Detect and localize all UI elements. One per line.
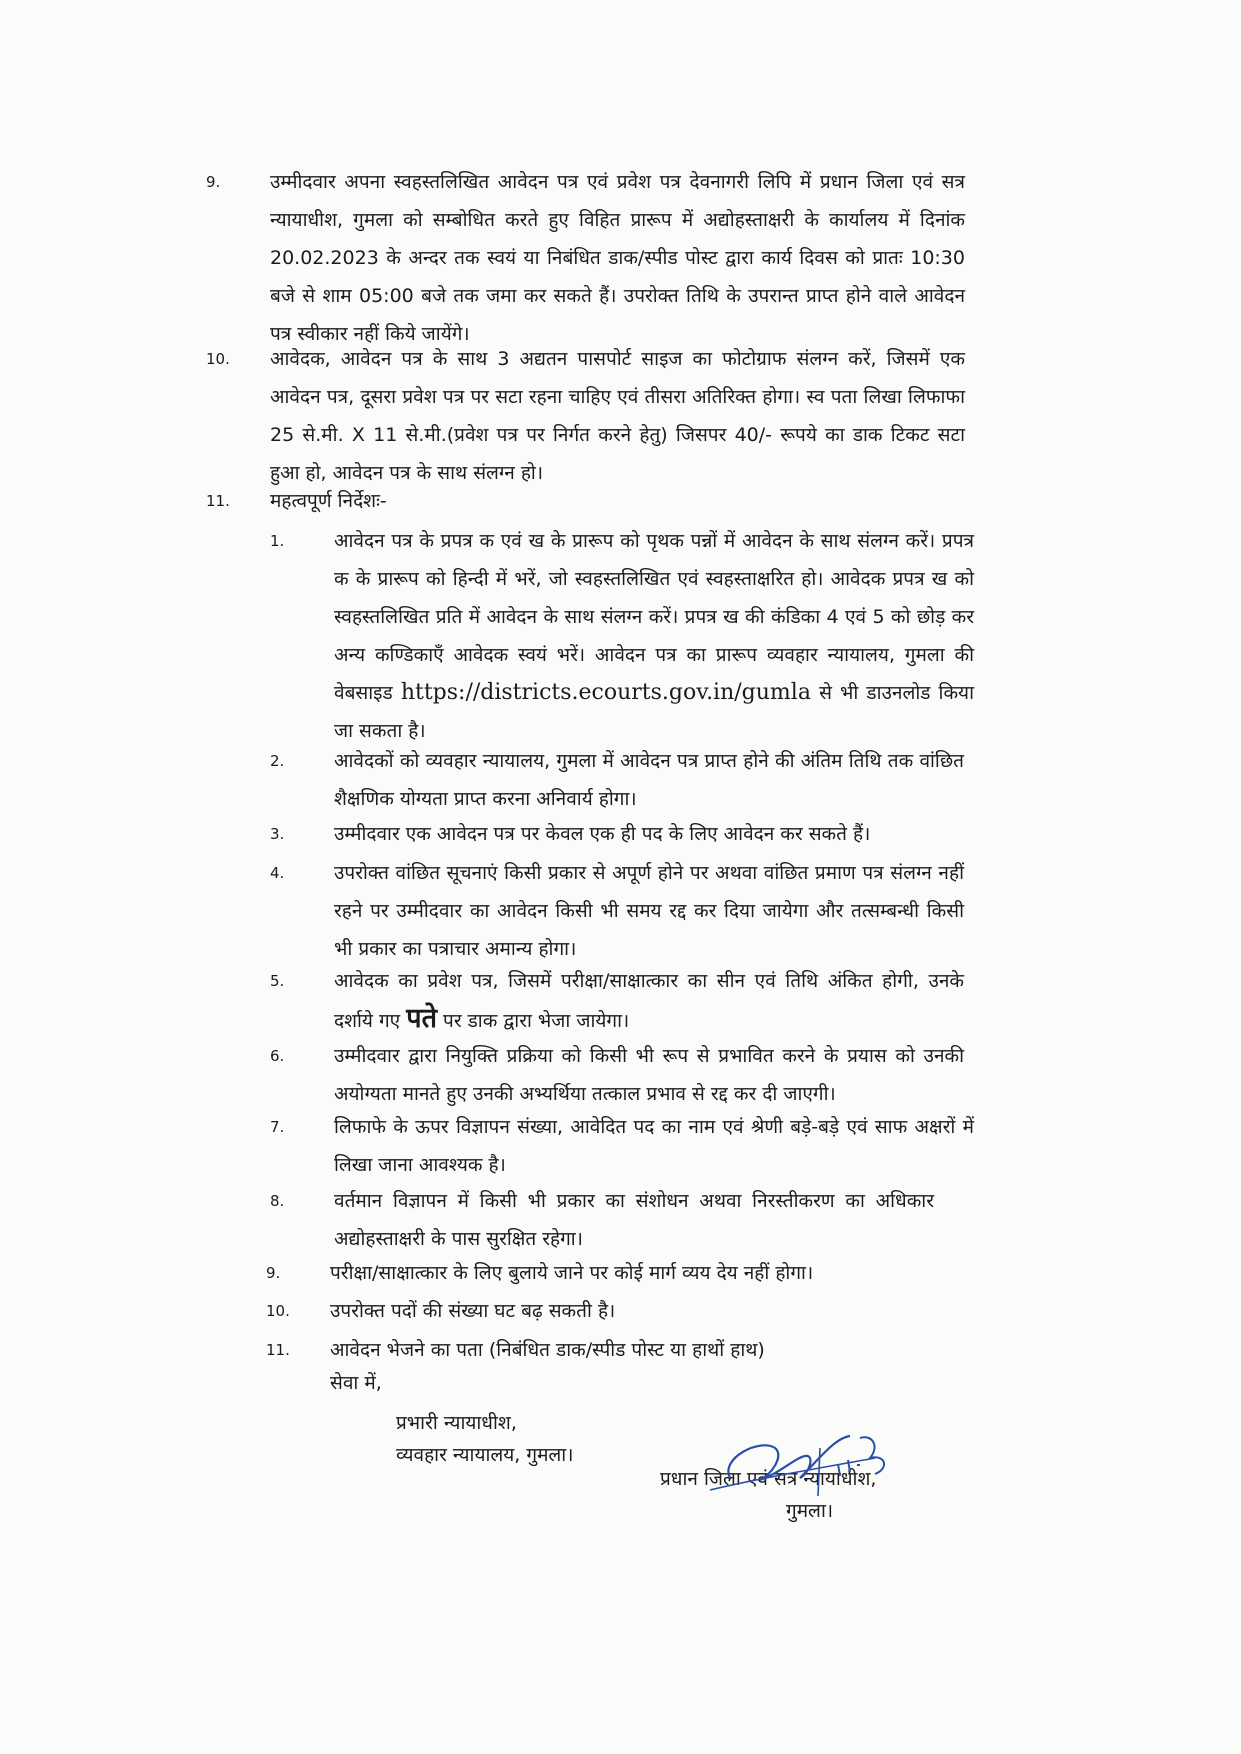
instruction-item-9: उम्मीदवार अपना स्वहस्तलिखित आवेदन पत्र एवं प्रवेश पत्र देवनागरी लिपि में प्रधान जिला एवं सत्र न्यायाधीश, गुमला को सम्बोधित करते हुए विहित प्रारूप में अद्योहस्ताक्षरी के कार्यालय में दिनांक 20.02.2023 के अन्दर तक स्वयं या निबंधित डाक/स्पीड पोस्ट द्वारा कार्य दिवस को प्रातः 10:30 बजे से शाम 05:00 बजे तक जमा कर सकते हैं। उपरोक्त तिथि के उपरान्त प्राप्त होने वाले आवेदन पत्र स्वीकार नहीं किये जायेंगे। bbox=[270, 171, 965, 345]
signatory-location: गुमला। bbox=[786, 1500, 834, 1522]
sub-item-11: आवेदन भेजने का पता (निबंधित डाक/स्पीड पोस्ट या हाथों हाथ) bbox=[330, 1339, 765, 1361]
sub-item-5 bbox=[334, 962, 964, 1040]
sub-item-2: आवेदकों को व्यवहार न्यायालय, गुमला में आवेदन पत्र प्राप्त होने की अंतिम तिथि तक वांछित शैक्षणिक योग्यता प्राप्त करना अनिवार्य होगा। bbox=[334, 750, 964, 810]
item-number: 10. bbox=[206, 350, 230, 368]
item-number: 11. bbox=[206, 492, 230, 510]
sub-item-1 bbox=[334, 522, 974, 750]
sub-item-number: 8. bbox=[270, 1192, 285, 1210]
sub-item-number: 3. bbox=[270, 825, 285, 843]
sub-item-number: 9. bbox=[266, 1264, 281, 1282]
section-heading: महत्वपूर्ण निर्देशः- bbox=[270, 490, 387, 512]
handwritten-correction: पते bbox=[406, 1003, 437, 1034]
sub-item-number: 4. bbox=[270, 864, 285, 882]
sub-item-number: 5. bbox=[270, 972, 285, 990]
sub-item-number: 10. bbox=[266, 1302, 290, 1320]
sub-item-10: उपरोक्त पदों की संख्या घट बढ़ सकती है। bbox=[330, 1300, 616, 1322]
item-number: 9. bbox=[206, 173, 221, 191]
sub-item-number: 7. bbox=[270, 1118, 285, 1136]
sub-item-number: 2. bbox=[270, 752, 285, 770]
sub-item-3: उम्मीदवार एक आवेदन पत्र पर केवल एक ही पद के लिए आवेदन कर सकते हैं। bbox=[334, 823, 871, 845]
website-link[interactable]: https://districts.ecourts.gov.in/gumla bbox=[400, 680, 811, 705]
sub-item-number: 6. bbox=[270, 1047, 285, 1065]
sub-item-text: आवेदन पत्र के प्रपत्र क एवं ख के प्रारूप को पृथक पन्नों में आवेदन के साथ संलग्न करें। प्रपत्र क के प्रारूप को हिन्दी में भरें, जो स्वहस्तलिखित एवं स्वहस्ताक्षरित हो। आवेदक प्रपत्र ख को स्वहस्तलिखित प्रति में आवेदन के साथ संलग्न करें। प्रपत्र ख की कंडिका 4 एवं 5 को छोड़ कर अन्य कण्डिकाएँ आवेदक स्वयं भरें। आवेदन पत्र का प्रारूप व्यवहार न्यायालय, गुमला की वेबसाइड bbox=[334, 530, 974, 704]
sub-item-number: 11. bbox=[266, 1341, 290, 1359]
sub-item-text: से भी डाउनलोड किया जा सकता है। bbox=[334, 682, 974, 742]
sub-item-number: 1. bbox=[270, 532, 285, 550]
sub-item-4: उपरोक्त वांछित सूचनाएं किसी प्रकार से अपूर्ण होने पर अथवा वांछित प्रमाण पत्र संलग्न नहीं रहने पर उम्मीदवार का आवेदन किसी भी समय रद्द कर दिया जायेगा और तत्सम्बन्धी किसी भी प्रकार का पत्राचार अमान्य होगा। bbox=[334, 862, 964, 960]
addressee-line-1: प्रभारी न्यायाधीश, bbox=[396, 1412, 517, 1434]
sub-item-7: लिफाफे के ऊपर विज्ञापन संख्या, आवेदित पद का नाम एवं श्रेणी बड़े-बड़े एवं साफ अक्षरों में लिखा जाना आवश्यक है। bbox=[334, 1116, 974, 1176]
handwritten-signature bbox=[700, 1418, 930, 1508]
signatory-designation: प्रधान जिला एवं सत्र न्यायाधीश, bbox=[660, 1468, 877, 1490]
sub-item-9: परीक्षा/साक्षात्कार के लिए बुलाये जाने पर कोई मार्ग व्यय देय नहीं होगा। bbox=[330, 1262, 814, 1284]
addressee-line-2: व्यवहार न्यायालय, गुमला। bbox=[396, 1444, 574, 1466]
sub-item-8: वर्तमान विज्ञापन में किसी भी प्रकार का संशोधन अथवा निरस्तीकरण का अधिकार अद्योहस्ताक्षरी के पास सुरक्षित रहेगा। bbox=[334, 1190, 934, 1250]
salutation: सेवा में, bbox=[330, 1372, 382, 1394]
sub-item-6: उम्मीदवार द्वारा नियुक्ति प्रक्रिया को किसी भी रूप से प्रभावित करने के प्रयास को उनकी अयोग्यता मानते हुए उनकी अभ्यर्थिया तत्काल प्रभाव से रद्द कर दी जाएगी। bbox=[334, 1045, 964, 1105]
sub-item-text: आवेदक का प्रवेश पत्र, जिसमें परीक्षा/साक्षात्कार का सीन एवं तिथि अंकित होगी, उनके दर्शाये गए bbox=[334, 970, 964, 1032]
instruction-item-10: आवेदक, आवेदन पत्र के साथ 3 अद्यतन पासपोर्ट साइज का फोटोग्राफ संलग्न करें, जिसमें एक आवेदन पत्र, दूसरा प्रवेश पत्र पर सटा रहना चाहिए एवं तीसरा अतिरिक्त होगा। स्व पता लिखा लिफाफा 25 से.मी. X 11 से.मी.(प्रवेश पत्र पर निर्गत करने हेतु) जिसपर 40/- रूपये का डाक टिकट सटा हुआ हो, आवेदन पत्र के साथ संलग्न हो। bbox=[270, 348, 965, 484]
sub-item-text: पर डाक द्वारा भेजा जायेगा। bbox=[443, 1010, 630, 1032]
